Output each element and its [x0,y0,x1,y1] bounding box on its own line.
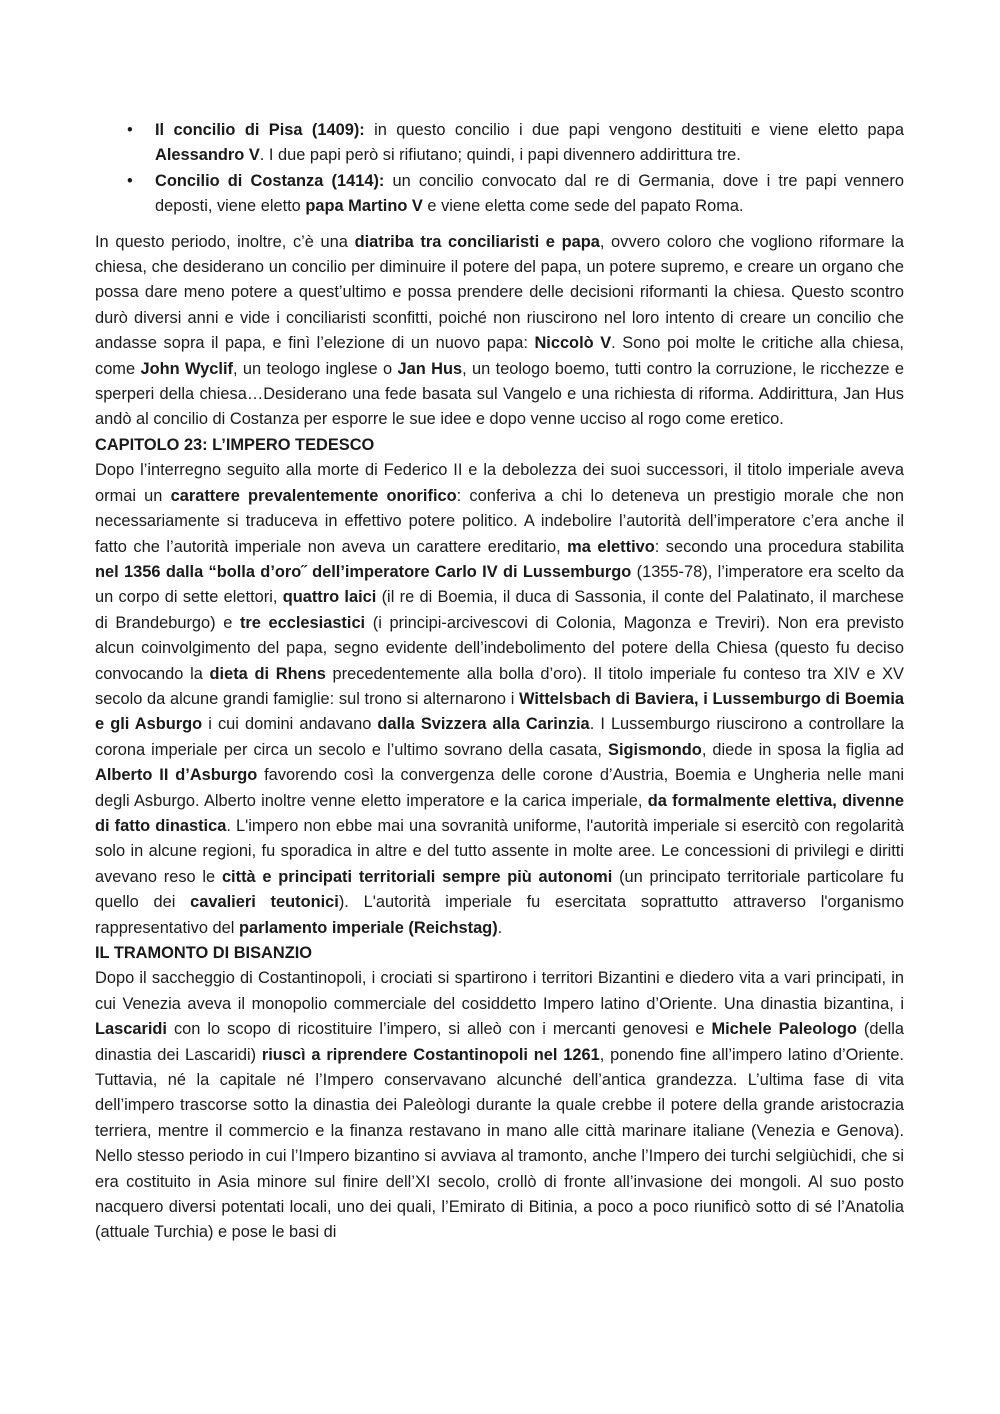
bullet-text: Concilio di Costanza (1414): un concilio convocato dal re di Germania, dove i tre papi vennero deposti, viene eletto papa Martino V e viene eletta come sede del papato Roma. [155,171,904,216]
council-bullet-list [95,118,904,220]
bullet-dot-icon: • [127,171,133,190]
bullet-item-pisa [95,118,904,169]
bullet-text: Il concilio di Pisa (1409): in questo concilio i due papi vengono destituiti e viene eletto papa Alessandro V. I due papi però si rifiutano; quindi, i papi divennero addirittura tre. [155,121,904,165]
bullet-dot-icon: • [127,121,133,139]
paragraph-bisanzio: Dopo il saccheggio di Costantinopoli, i crociati si spartirono i territori Bizantini e diedero vita a vari principati, in cui Venezia aveva il monopolio commerciale del cosiddetto Impero latino d’Oriente. Una dinastia bizantina, i Lascaridi con lo scopo di ricostituire l’impero, si alleò con i mercanti genovesi e Michele Paleologo (della dinastia dei Lascaridi) riuscì a riprendere Costantinopoli nel 1261, ponendo fine all’impero latino d’Oriente. Tuttavia, né la capitale né l’Impero conservavano alcunché dell’antica grandezza. L’ultima fase di vita dell’impero trascorse sotto la dinastia dei Paleòlogi durante la quale crebbe il potere della grande aristocrazia terriera, mentre il commercio e la finanza restavano in mano alle città marinare italiane (Venezia e Genova). Nello stesso periodo in cui l’Impero bizantino si avviava al tramonto, anche l’Impero dei turchi selgiùchidi, che si era costituito in Asia minore sul finire dell’XI secolo, crollò di fronte all’invasione dei mongoli. Al suo posto nacquero diversi potentati locali, uno dei quali, l’Emirato di Bitinia, a poco a poco riunificò sotto di sé l’Anatolia (attuale Turchia) e pose le basi di [95,969,904,1242]
section-heading-bisanzio: IL TRAMONTO DI BISANZIO [95,944,313,962]
bullet-item-costanza [95,169,904,220]
document-page [95,118,904,1246]
paragraph-impero-tedesco: Dopo l’interregno seguito alla morte di Federico II e la debolezza dei suoi successori, il titolo imperiale aveva ormai un carattere prevalentemente onorifico: conferiva a chi lo deteneva un prestigio morale che non necessariamente si traduceva in effettivo potere politico. A indebolire l’autorità dell’imperatore c’era anche il fatto che l’autorità imperiale non aveva un carattere ereditario, ma elettivo: secondo una procedura stabilita nel 1356 dalla “bolla d’oro˝ dell’imperatore Carlo IV di Lussemburgo (1355-78), l’imperatore era scelto da un corpo di sette elettori, quattro laici (il re di Boemia, il duca di Sassonia, il conte del Palatinato, il marchese di Brandeburgo) e tre ecclesiastici (i principi-arcivescovi di Colonia, Magonza e Treviri). Non era previsto alcun coinvolgimento del papa, segno evidente dell’indebolimento del potere della Chiesa (questo fu deciso convocando la dieta di Rhens precedentemente alla bolla d’oro). Il titolo imperiale fu conteso tra XIV e XV secolo da alcune grandi famiglie: sul trono si alternarono i Wittelsbach di Baviera, i Lussemburgo di Boemia e gli Asburgo i cui domini andavano dalla Svizzera alla Carinzia. I Lussemburgo riuscirono a controllare la corona imperiale per circa un secolo e l’ultimo sovrano della casata, Sigismondo, diede in sposa la figlia ad Alberto II d’Asburgo favorendo così la convergenza delle corone d’Austria, Boemia e Ungheria nelle mani degli Asburgo. Alberto inoltre venne eletto imperatore e la carica imperiale, da formalmente elettiva, divenne di fatto dinastica. L'impero non ebbe mai una sovranità uniforme, l'autorità imperiale si esercitò con regolarità solo in alcune regioni, fu sporadica in altre e del tutto assente in molte aree. Le concessioni di privilegi e diritti avevano reso le città e principati territoriali sempre più autonomi (un principato territoriale particolare fu quello dei cavalieri teutonici). L'autorità imperiale fu esercitata soprattutto attraverso l'organismo rappresentativo del parlamento imperiale (Reichstag). [95,461,905,937]
section-heading-impero-tedesco: CAPITOLO 23: L’IMPERO TEDESCO [95,435,375,454]
paragraph-conciliaristi: In questo periodo, inoltre, c’è una diatriba tra conciliaristi e papa, ovvero coloro che vogliono riformare la chiesa, che desiderano un concilio per diminuire il potere del papa, un potere supremo, e creare un organo che possa dare meno potere a quest’ultimo e possa prendere delle decisioni riformanti la chiesa. Questo scontro durò diversi anni e vide i conciliaristi sconfitti, poiché non riuscirono nel loro intento di creare un concilio che andasse sopra il papa, e finì l’elezione di un nuovo papa: Niccolò V. Sono poi molte le critiche alla chiesa, come John Wyclif, un teologo inglese o Jan Hus, un teologo boemo, tutti contro la corruzione, le ricchezze e sperperi della chiesa…Desiderano una fede basata sul Vangelo e una richiesta di riforma. Addirittura, Jan Hus andò al concilio di Costanza per esporre le sue idee e dopo venne ucciso al rogo come eretico. [95,232,905,429]
